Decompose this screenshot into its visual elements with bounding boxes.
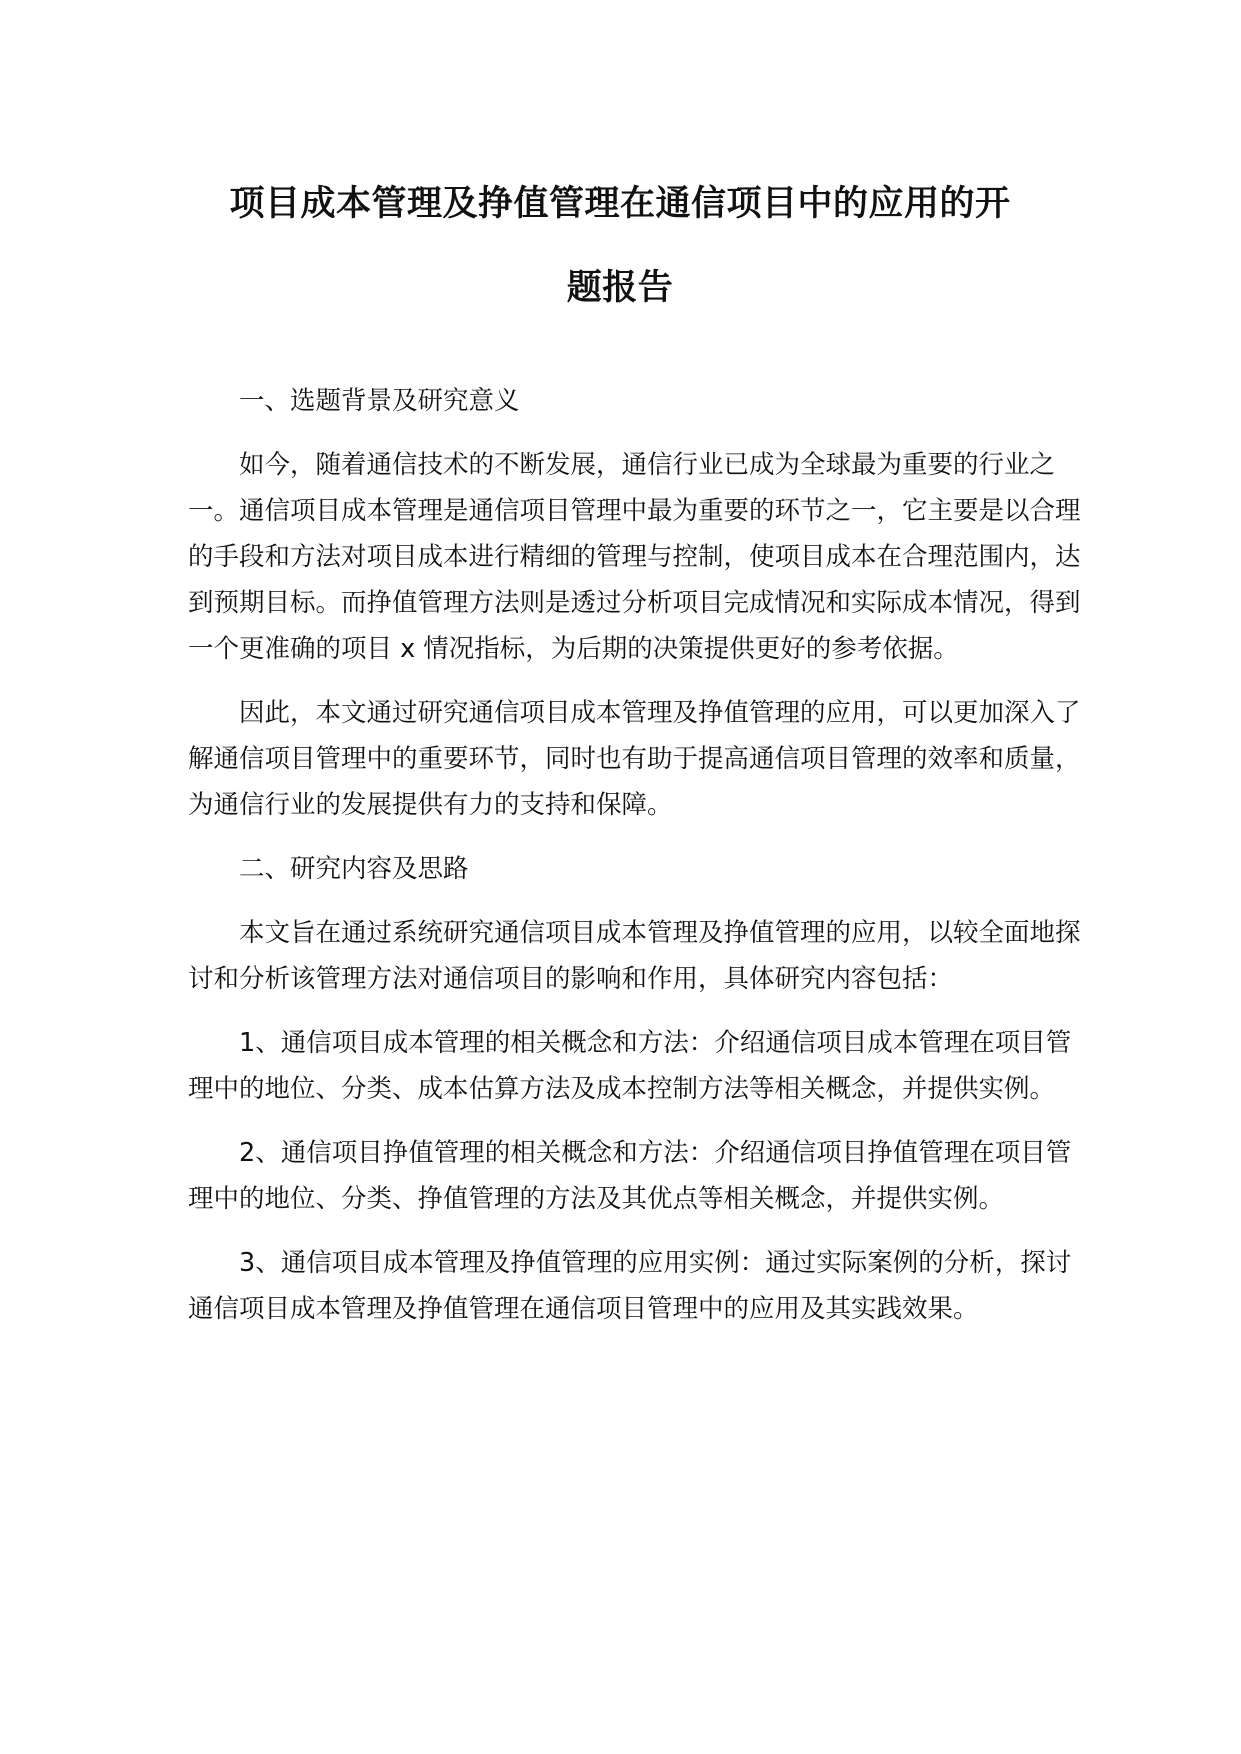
document-title-line-2: 题报告: [566, 268, 674, 308]
list-item-2: 2、通信项目挣值管理的相关概念和方法：介绍通信项目挣值管理在项目管理中的地位、分类、挣值管理的方法及其优点等相关概念，并提供实例。: [188, 1138, 1072, 1214]
paragraph-background: 如今，随着通信技术的不断发展，通信行业已成为全球最为重要的行业之一。通信项目成本管理是通信项目管理中最为重要的环节之一，它主要是以合理的手段和方法对项目成本进行精细的管理与控制，使项目成本在合理范围内，达到预期目标。而挣值管理方法则是透过分析项目完成情况和实际成本情况，得到一个更准确的项目 x 情况指标，为后期的决策提供更好的参考依据。: [188, 450, 1081, 664]
document-title-line-1: 项目成本管理及挣值管理在通信项目中的应用的开: [229, 184, 1011, 224]
paragraph-significance: 因此，本文通过研究通信项目成本管理及挣值管理的应用，可以更加深入了解通信项目管理中的重要环节，同时也有助于提高通信项目管理的效率和质量，为通信行业的发展提供有力的支持和保障。: [188, 698, 1081, 820]
section-heading-background: 一、选题背景及研究意义: [239, 386, 520, 416]
paragraph-content-intro: 本文旨在通过系统研究通信项目成本管理及挣值管理的应用，以较全面地探讨和分析该管理方法对通信项目的影响和作用，具体研究内容包括：: [188, 918, 1081, 994]
document-body: [188, 378, 1088, 1350]
list-item-1: 1、通信项目成本管理的相关概念和方法：介绍通信项目成本管理在项目管理中的地位、分类、成本估算方法及成本控制方法等相关概念，并提供实例。: [188, 1028, 1072, 1104]
section-heading-content: 二、研究内容及思路: [239, 854, 469, 884]
list-item-3: 3、通信项目成本管理及挣值管理的应用实例：通过实际案例的分析，探讨通信项目成本管理及挣值管理在通信项目管理中的应用及其实践效果。: [188, 1248, 1072, 1324]
